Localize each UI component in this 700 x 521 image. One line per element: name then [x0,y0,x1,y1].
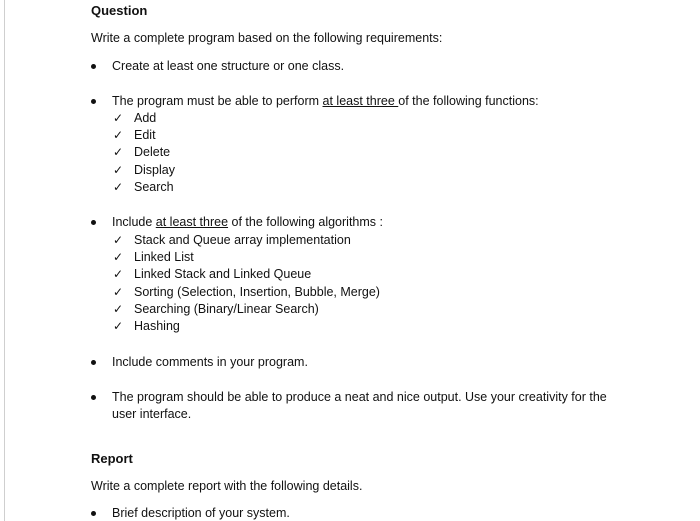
report-intro: Write a complete report with the following details. [91,479,363,493]
function-item: Search [134,180,174,194]
requirement-algorithms-suffix: of the following algorithms : [228,215,383,229]
algorithm-item: Stack and Queue array implementation [134,233,351,247]
bullet-icon [91,220,96,225]
report-heading: Report [91,451,133,466]
checkmark-icon: ✓ [112,145,124,159]
function-item: Delete [134,145,171,159]
algorithm-item: Linked Stack and Linked Queue [134,267,312,281]
underlined-at-least-three: at least three [322,94,399,108]
requirement-comments: Include comments in your program. [112,355,308,369]
function-item: Add [134,111,157,125]
checkmark-icon: ✓ [112,233,124,247]
checkmark-icon: ✓ [112,250,124,264]
algorithm-item: Sorting (Selection, Insertion, Bubble, Merge) [134,285,380,299]
bullet-icon [91,64,96,69]
checkmark-icon: ✓ [112,128,124,142]
checkmark-icon: ✓ [112,285,124,299]
bullet-icon [91,395,96,400]
requirement-functions [112,93,539,109]
page-edge-divider [4,0,5,521]
requirement-structure-class: Create at least one structure or one class. [112,59,345,73]
checkmark-icon: ✓ [112,180,124,194]
requirement-algorithms-prefix: Include [112,215,156,229]
report-item: Brief description of your system. [112,506,290,520]
checkmark-icon: ✓ [112,163,124,177]
bullet-icon [91,511,96,516]
function-item: Display [134,163,175,177]
checkmark-icon: ✓ [112,267,124,281]
checkmark-icon: ✓ [112,302,124,316]
algorithm-item: Searching (Binary/Linear Search) [134,302,319,316]
bullet-icon [91,360,96,365]
requirement-output: The program should be able to produce a neat and nice output. Use your creativity for the user interface. [112,390,607,421]
checkmark-icon: ✓ [112,111,124,125]
algorithm-item: Hashing [134,319,180,333]
bullet-icon [91,99,96,104]
requirement-functions-prefix: The program must be able to perform [112,94,323,108]
question-intro: Write a complete program based on the following requirements: [91,31,443,45]
requirement-functions-suffix: of the following functions: [398,94,539,108]
checkmark-icon: ✓ [112,319,124,333]
requirement-algorithms [112,214,383,230]
algorithm-item: Linked List [134,250,194,264]
underlined-at-least-three: at least three [155,215,229,229]
question-heading: Question [91,3,148,18]
function-item: Edit [134,128,156,142]
